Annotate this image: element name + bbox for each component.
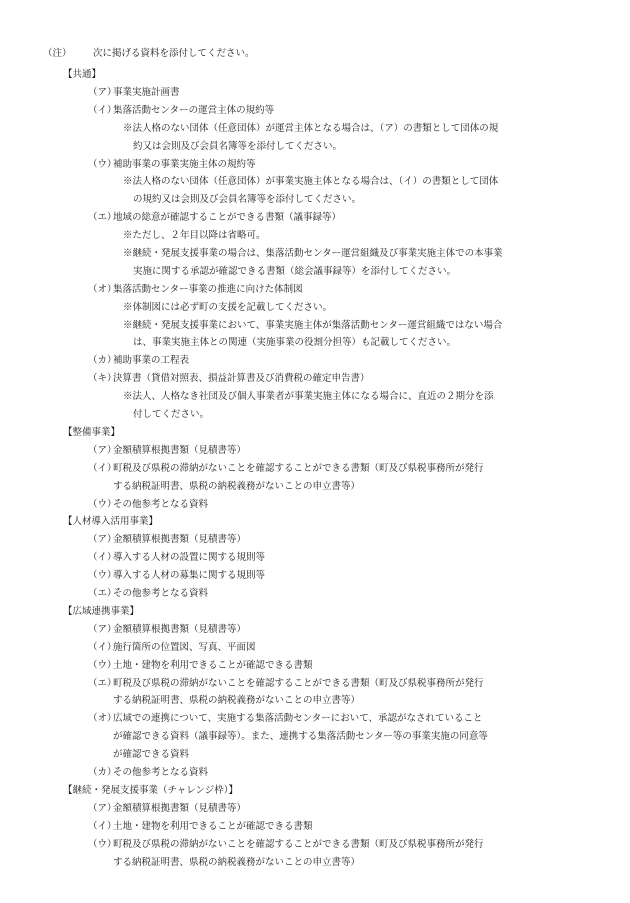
item-label xyxy=(88,678,484,690)
item-label xyxy=(88,642,256,654)
item-label-text: （イ） xyxy=(88,642,117,653)
item-text-continued: する納税証明書、県税の納税義務がないことの申立書等） xyxy=(113,481,361,492)
item-label-text: （ア） xyxy=(88,624,117,635)
note-label: （注） xyxy=(43,48,72,59)
item-text: 施行箇所の位置図、写真、平面図 xyxy=(113,642,256,653)
item-label-text: （オ） xyxy=(88,713,117,724)
item-text: 集落活動センター事業の推進に向けた体制図 xyxy=(113,284,303,295)
item-text: 町税及び県税の滞納がないことを確認することができる書類（町及び県税事務所が発行 xyxy=(113,463,484,474)
item-label-text: （ウ） xyxy=(88,570,117,581)
item-label-text: （オ） xyxy=(88,284,117,295)
item-label xyxy=(88,445,247,457)
note-intro: 次に掲げる資料を添付してください。 xyxy=(93,48,255,59)
item-note-continued: 付してください。 xyxy=(133,409,210,420)
item-label-text: （カ） xyxy=(88,355,117,366)
item-text: 金額積算根拠書類（見積書等） xyxy=(113,624,247,635)
item-label-text: （ア） xyxy=(88,87,117,98)
item-label-text: （ア） xyxy=(88,534,117,545)
item-text-continued: が確認できる資料 xyxy=(113,749,190,760)
item-note-continued: の規約又は会則及び会員名簿等を添付してください。 xyxy=(133,194,362,205)
section-heading: 【継続・発展支援事業（チャレンジ枠）】 xyxy=(63,785,238,796)
item-text: 金額積算根拠書類（見積書等） xyxy=(113,445,247,456)
item-label-text: （エ） xyxy=(88,212,117,223)
item-note: ※体制図には必ず町の支援を記載してください。 xyxy=(123,302,333,313)
item-label-text: （イ） xyxy=(88,463,117,474)
item-label xyxy=(88,624,247,636)
item-label xyxy=(88,534,247,546)
item-label xyxy=(88,212,342,224)
item-label xyxy=(88,839,484,851)
item-label xyxy=(88,660,313,672)
item-label-text: （ウ） xyxy=(88,499,117,510)
item-label xyxy=(88,499,209,511)
section-heading: 【広域連携事業】 xyxy=(63,606,140,617)
item-label-text: （キ） xyxy=(88,373,117,384)
item-text: 決算書（貸借対照表、損益計算書及び消費税の確定申告書） xyxy=(113,373,370,384)
item-note: ※継続・発展支援事業において、事業実施主体が集落活動センター運営組織ではない場合 xyxy=(123,320,503,331)
item-text: 集落活動センターの運営主体の規約等 xyxy=(113,105,275,116)
item-text: その他参考となる資料 xyxy=(113,588,209,599)
item-text-continued: する納税証明書、県税の納税義務がないことの申立書等） xyxy=(113,695,361,706)
item-text: 導入する人材の設置に関する規則等 xyxy=(113,552,266,563)
item-text: 地域の総意が確認することができる書類（議事録等） xyxy=(113,212,342,223)
item-label xyxy=(88,284,303,296)
item-label xyxy=(88,803,247,815)
item-label-text: （イ） xyxy=(88,105,117,116)
item-label-text: （ア） xyxy=(88,803,117,814)
item-text: 金額積算根拠書類（見積書等） xyxy=(113,534,247,545)
item-label-text: （イ） xyxy=(88,552,117,563)
item-text: 土地・建物を利用できることが確認できる書類 xyxy=(113,660,313,671)
section-heading: 【人材導入活用事業】 xyxy=(63,516,159,527)
item-label xyxy=(88,87,180,99)
note-line xyxy=(43,48,255,60)
item-text-continued: が確認できる資料（議事録等）。また、連携する集落活動センター等の事業実施の同意等 xyxy=(113,731,488,742)
section-heading: 【整備事業】 xyxy=(63,427,121,438)
item-note: ※法人格のない団体（任意団体）が運営主体となる場合は、（ア）の書類として団体の規 xyxy=(123,123,499,134)
item-note-continued: は、事業実施主体との関連（実施事業の役割分担等）も記載してください。 xyxy=(133,337,457,348)
item-label xyxy=(88,713,483,725)
item-text: 事業実施計画書 xyxy=(113,87,180,98)
section-heading: 【共通】 xyxy=(63,69,102,80)
item-label xyxy=(88,552,266,564)
item-text: 導入する人材の募集に関する規則等 xyxy=(113,570,266,581)
item-text: 土地・建物を利用できることが確認できる書類 xyxy=(113,821,313,832)
item-note: ※法人格のない団体（任意団体）が事業実施主体となる場合は、（イ）の書類として団体 xyxy=(123,176,499,187)
item-text: 金額積算根拠書類（見積書等） xyxy=(113,803,247,814)
item-label xyxy=(88,373,370,385)
item-label xyxy=(88,159,256,171)
item-label xyxy=(88,570,266,582)
item-label xyxy=(88,105,275,117)
item-label-text: （ウ） xyxy=(88,159,117,170)
item-text: その他参考となる資料 xyxy=(113,499,209,510)
item-text: 補助事業の工程表 xyxy=(113,355,190,366)
item-text: 町税及び県税の滞納がないことを確認することができる書類（町及び県税事務所が発行 xyxy=(113,678,484,689)
item-label xyxy=(88,821,313,833)
item-note: ※継続・発展支援事業の場合は、集落活動センター運営組織及び事業実施主体での本事業 xyxy=(123,248,503,259)
item-label-text: （エ） xyxy=(88,588,117,599)
item-note-continued: 約又は会則及び会員名簿等を添付してください。 xyxy=(133,141,343,152)
item-label-text: （カ） xyxy=(88,767,117,778)
item-text: 町税及び県税の滞納がないことを確認することができる書類（町及び県税事務所が発行 xyxy=(113,839,484,850)
item-note: ※法人、人格なき社団及び個人事業者が事業実施主体になる場合に、直近の２期分を添 xyxy=(123,391,494,402)
item-label xyxy=(88,463,484,475)
item-label xyxy=(88,588,209,600)
item-label-text: （ウ） xyxy=(88,660,117,671)
item-text: その他参考となる資料 xyxy=(113,767,209,778)
item-label-text: （エ） xyxy=(88,678,117,689)
item-note: ※ただし、２年目以降は省略可。 xyxy=(123,230,266,241)
item-text-continued: する納税証明書、県税の納税義務がないことの申立書等） xyxy=(113,857,361,868)
item-text: 広域での連携について、実施する集落活動センターにおいて、承認がなされていること xyxy=(113,713,483,724)
item-label xyxy=(88,767,209,779)
item-note-continued: 実施に関する承認が確認できる書類（総会議事録等）を添付してください。 xyxy=(133,266,457,277)
item-label-text: （ウ） xyxy=(88,839,117,850)
item-label-text: （ア） xyxy=(88,445,117,456)
item-label xyxy=(88,355,190,367)
item-label-text: （イ） xyxy=(88,821,117,832)
item-text: 補助事業の事業実施主体の規約等 xyxy=(113,159,256,170)
